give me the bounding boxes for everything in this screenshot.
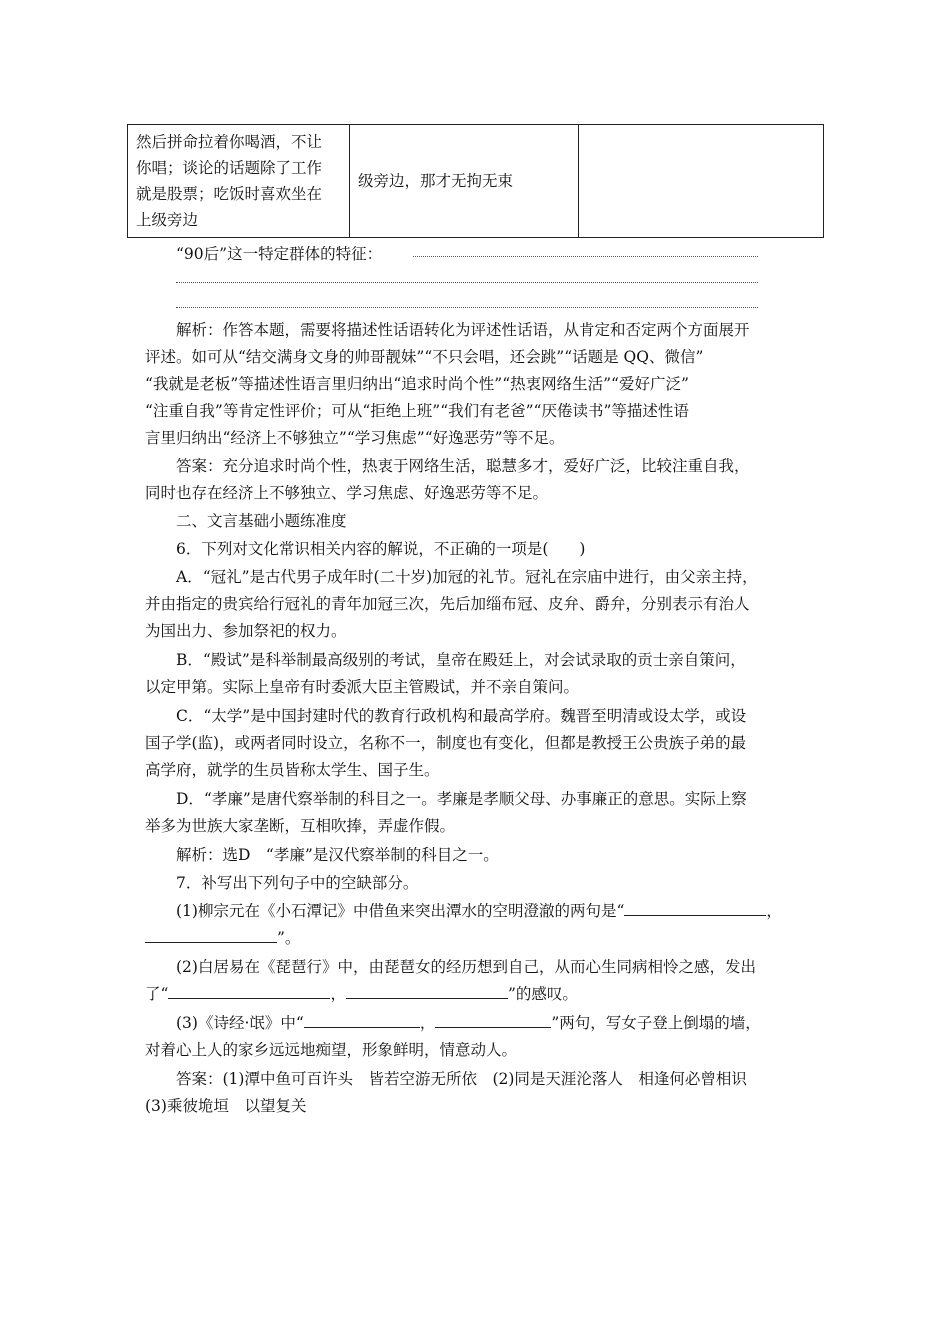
question-7-stem: 7．补写出下列句子中的空缺部分。: [176, 874, 419, 892]
answer-line: [176, 282, 758, 283]
question-prompt: “90后”这一特定群体的特征：: [176, 245, 383, 263]
answer-line-text: 答案：充分追求时尚个性，热衷于网络生活，聪慧多才，爱好广泛，比较注重自我，: [176, 457, 750, 475]
analysis-line: 评述。如可从“结交满身文身的帅哥靓妹”“不只会唱，还会跳”“话题是 QQ、微信”: [145, 348, 704, 366]
question-6-stem: 6．下列对文化常识相关内容的解说，不正确的一项是( ): [176, 540, 586, 558]
answer-line: [176, 307, 758, 308]
question-7-item-3: 对着心上人的家乡远远地痴望，形象鲜明，情意动人。: [145, 1041, 518, 1059]
comparison-table: [127, 124, 824, 238]
analysis-line: 解析：作答本题，需要将描述性话语转化为评述性话语，从肯定和否定两个方面展开: [176, 321, 750, 339]
option-b: B．“殿试”是科举制最高级别的考试，皇帝在殿廷上，对会试录取的贡士亲自策问，: [176, 651, 746, 669]
fill-text: 了“: [145, 985, 169, 1003]
option-a: 为国出力、参加祭祀的权力。: [145, 622, 347, 640]
answer-line-text: 同时也存在经济上不够独立、学习焦虑、好逸恶劳等不足。: [145, 484, 549, 502]
fill-text: ，: [766, 902, 782, 920]
blank-line: [145, 926, 277, 943]
option-b: 以定甲第。实际上皇帝有时委派大臣主管殿试，并不亲自策问。: [145, 678, 580, 696]
fill-text: (1)柳宗元在《小石潭记》中借鱼来突出潭水的空明澄澈的两句是“: [176, 902, 625, 920]
question-7-answer: 答案：(1)潭中鱼可百许头 皆若空游无所依 (2)同是天涯沦落人 相逢何必曾相识: [176, 1070, 747, 1088]
blank-line: [624, 899, 766, 916]
fill-text: ，: [330, 985, 346, 1003]
question-6-analysis: 解析：选D “孝廉”是汉代察举制的科目之一。: [176, 846, 499, 864]
blank-line: [168, 982, 330, 999]
cell-text: 然后拼命拉着你喝酒，不让 你唱；谈论的话题除了工作 就是股票；吃饭时喜欢坐在 上级旁边: [136, 133, 323, 229]
question-7-item-1: [176, 898, 782, 924]
fill-text: ”。: [277, 929, 301, 947]
section-heading: 二、文言基础小题练准度: [176, 512, 347, 530]
fill-text: ”的感叹。: [507, 985, 578, 1003]
question-7-item-2: [145, 981, 578, 1007]
fill-text: ”两句，写女子登上倒塌的墙，: [551, 1014, 761, 1032]
option-c: C．“太学”是中国封建时代的教育行政机构和最高学府。魏晋至明清或设太学，或设: [176, 707, 747, 725]
cell-text: 级旁边，那才无拘无束: [358, 172, 514, 190]
question-7-item-2: (2)白居易在《琵琶行》中，由琵琶女的经历想到自己，从而心生同病相怜之感，发出: [176, 958, 756, 976]
fill-text: ，: [419, 1014, 436, 1032]
option-a: 并由指定的贵宾给行冠礼的青年加冠三次，先后加缁布冠、皮弁、爵弁，分别表示有治人: [145, 595, 750, 613]
blank-line: [304, 1011, 420, 1028]
table-cell-col2: [350, 125, 579, 238]
analysis-line: “我就是老板”等描述性语言里归纳出“追求时尚个性”“热衷网络生活”“爱好广泛”: [145, 375, 689, 393]
question-7-item-1: [145, 925, 300, 951]
analysis-line: 言里归纳出“经济上不够独立”“学习焦虑”“好逸恶劳”等不足。: [145, 429, 565, 447]
fill-text: (3)《诗经·氓》中“: [176, 1014, 304, 1032]
question-7-item-3: [176, 1010, 761, 1036]
blank-line: [435, 1011, 551, 1028]
option-d: D．“孝廉”是唐代察举制的科目之一。孝廉是孝顺父母、办事廉正的意思。实际上察: [176, 790, 747, 808]
blank-line: [346, 982, 508, 999]
answer-line: [413, 256, 758, 257]
table-cell-col3: [579, 125, 824, 238]
table-row: [128, 125, 824, 238]
table-cell-col1: [128, 125, 350, 238]
analysis-line: “注重自我”等肯定性评价；可从“拒绝上班”“我们有老爸”“厌倦读书”等描述性语: [145, 402, 689, 420]
option-a: A．“冠礼”是古代男子成年时(二十岁)加冠的礼节。冠礼在宗庙中进行，由父亲主持，: [176, 568, 758, 586]
option-c: 高学府，就学的生员皆称太学生、国子生。: [145, 761, 440, 779]
option-d: 举多为世族大家垄断，互相吹捧，弄虚作假。: [145, 817, 456, 835]
option-c: 国子学(监)，或两者同时设立，名称不一，制度也有变化，但都是教授王公贵族子弟的最: [145, 734, 747, 752]
question-7-answer: (3)乘彼垝垣 以望复关: [145, 1097, 307, 1115]
